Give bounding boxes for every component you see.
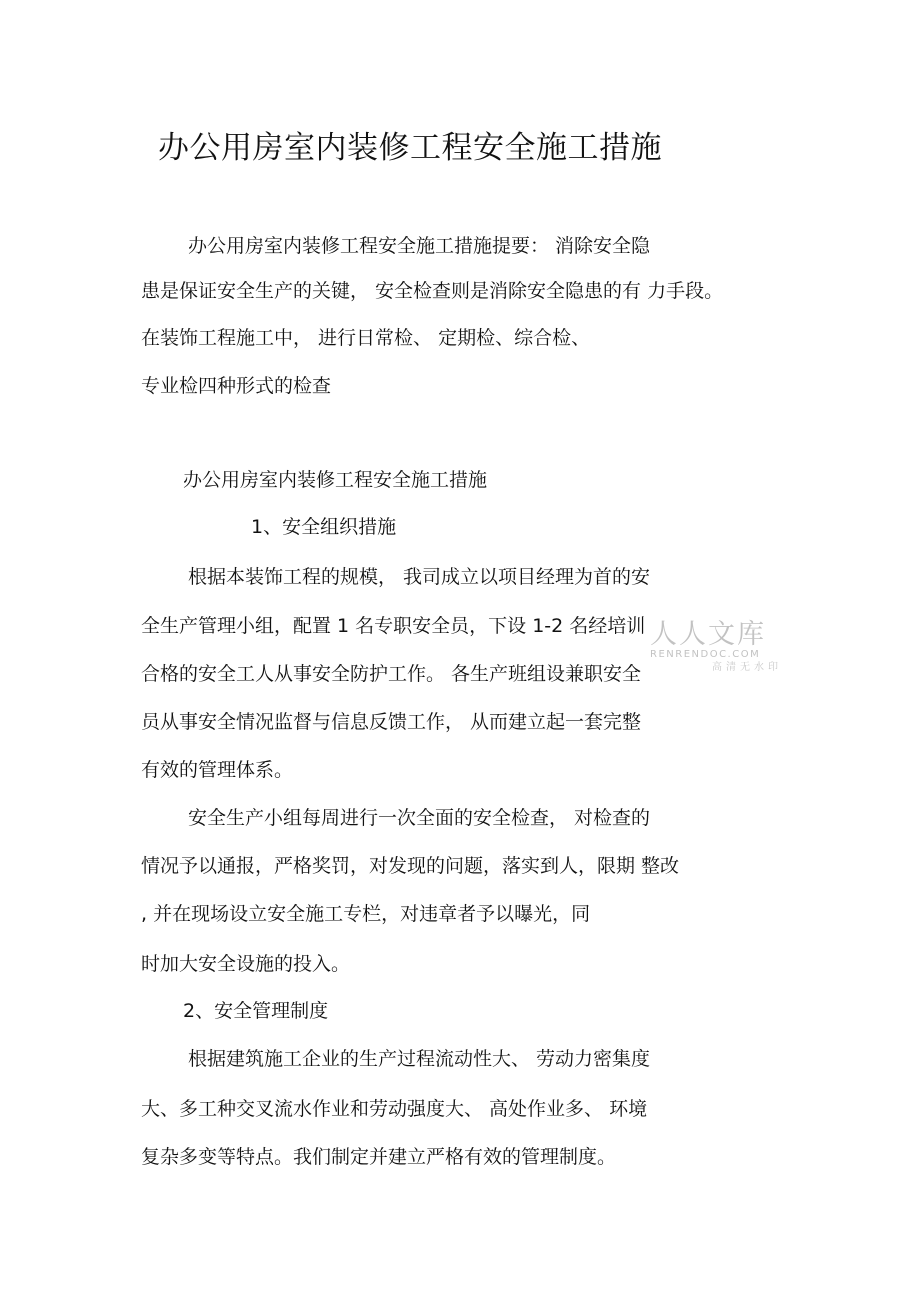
paragraph-line: 办公用房室内装修工程安全施工措施提要： 消除安全隐 xyxy=(188,235,651,257)
paragraph-line: 全生产管理小组，配置 1 名专职安全员，下设 1-2 名经培训 xyxy=(141,615,646,637)
section-heading: 办公用房室内装修工程安全施工措施 xyxy=(183,469,488,491)
paragraph-line: 在装饰工程施工中， 进行日常检、 定期检、综合检、 xyxy=(141,327,591,349)
paragraph-line: 专业检四种形式的检查 xyxy=(141,375,332,397)
paragraph-line: 大、多工种交叉流水作业和劳动强度大、 高处作业多、 环境 xyxy=(141,1098,648,1120)
document-title: 办公用房室内装修工程安全施工措施 xyxy=(158,130,662,166)
paragraph-line: 合格的安全工人从事安全防护工作。 各生产班组设兼职安全 xyxy=(141,663,642,685)
paragraph-line: 有效的管理体系。 xyxy=(141,759,294,781)
paragraph-line: 复杂多变等特点。我们制定并建立严格有效的管理制度。 xyxy=(141,1146,617,1168)
watermark-domain: RENRENDOC.COM xyxy=(650,649,761,660)
subsection-heading: 1、安全组织措施 xyxy=(251,516,397,538)
paragraph-line: 根据本装饰工程的规模， 我司成立以项目经理为首的安 xyxy=(188,566,651,588)
paragraph-line: 根据建筑施工企业的生产过程流动性大、 劳动力密集度 xyxy=(188,1048,651,1070)
paragraph-line: 情况予以通报，严格奖罚，对发现的问题，落实到人，限期 整改 xyxy=(141,855,680,877)
subsection-heading: 2、安全管理制度 xyxy=(183,1000,329,1022)
paragraph-line: 安全生产小组每周进行一次全面的安全检查， 对检查的 xyxy=(188,807,651,829)
paragraph-line: 时加大安全设施的投入。 xyxy=(141,953,351,975)
paragraph-line: , 并在现场设立安全施工专栏，对违章者予以曝光，同 xyxy=(141,903,591,925)
paragraph-line: 患是保证安全生产的关键， 安全检查则是消除安全隐患的有 力手段。 xyxy=(141,280,724,302)
watermark-logo: 人人文库 xyxy=(650,619,766,650)
paragraph-line: 员从事安全情况监督与信息反馈工作， 从而建立起一套完整 xyxy=(141,711,642,733)
watermark xyxy=(650,621,780,683)
watermark-note: 高清无水印 xyxy=(712,662,782,673)
